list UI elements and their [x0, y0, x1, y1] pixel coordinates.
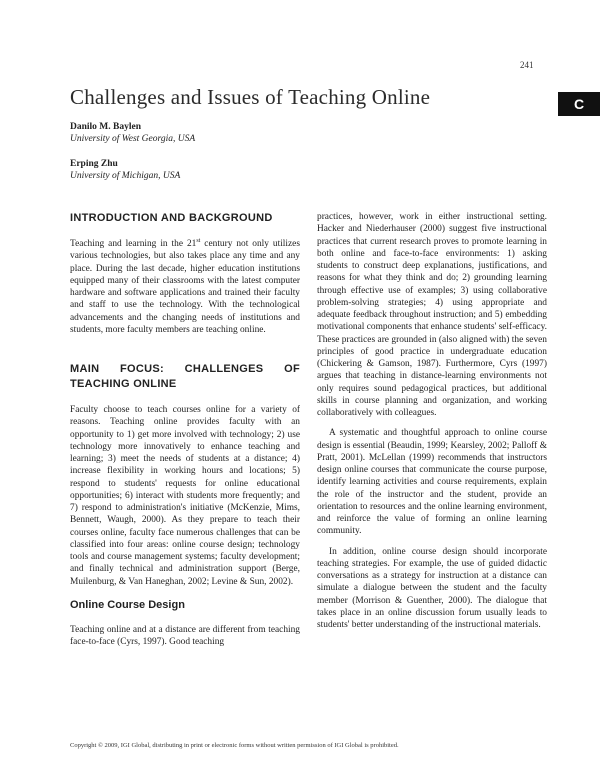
main-focus-heading: MAIN FOCUS: CHALLENGES OF TEACHING ONLINE [70, 363, 300, 390]
intro-heading: INTRODUCTION AND BACKGROUND [70, 212, 273, 224]
author-affiliation: University of West Georgia, USA [70, 134, 196, 144]
author-block [70, 121, 195, 145]
left-column [70, 211, 300, 656]
intro-paragraph: Teaching and learning in the 21st century not only utilizes various technologies, but also takes place any time and any place. During the last decade, higher education institutions equipped many of their classrooms with the latest computer hardware and software applications and trained their faculty and staff to use the technology. With the technological advancements and the changing needs of institutions and students, more faculty members are teaching online. [70, 237, 300, 335]
author-affiliation: University of Michigan, USA [70, 171, 181, 181]
author-name: Erping Zhu [70, 159, 118, 169]
body-paragraph: A systematic and thoughtful approach to online course design is essential (Beaudin, 1999; Kearsley, 2002; Palloff & Pratt, 2001). McLellan (1999) recommends that instructors design online courses that communicate the course purpose, identify learning activities and course requirements, explain the role of the instructor and the student, provide an orientation to resources and the online learning environment, and reinforce the value of forming an online learning community. [317, 428, 547, 537]
copyright-footer: Copyright © 2009, IGI Global, distributing in print or electronic forms without written permission of IGI Global is prohibited. [70, 742, 399, 749]
body-paragraph: In addition, online course design should incorporate teaching strategies. For example, the use of guided didactic conversations as a strategy for instruction at a distance can simulate a dialogue between the student and the faculty member (Morrison & Guenther, 2000). The dialogue that takes place in an online discussion forum usually leads to students' better understanding of the instructional materials. [317, 546, 547, 630]
author-block [70, 158, 180, 182]
page-title: Challenges and Issues of Teaching Online [70, 85, 431, 109]
body-paragraph: practices, however, work in either instructional setting. Hacker and Niederhauser (2000) suggest five instructional practices that current research proves to promote learning in both online and face-to-face environments: 1) asking students to construct deep explanations, justifications, and reasons for what they think and do; 2) grounding learning through effective use of examples; 3) using collaborative problem-solving strategies; 4) using appropriate and adequate feedback throughout instruction; and 5) embedding motivational components that enhance students' self-efficacy. These practices are grounded in (also aligned with) the seven principles of good practice in undergraduate education (Chickering & Gamson, 1987). Furthermore, Cyrs (1997) argues that teaching in distance-learning environments not only requires sound pedagogical practices, but additional skills in course planning and organization, and working collaboratively with colleagues. [317, 212, 547, 418]
online-design-paragraph: Teaching online and at a distance are different from teaching face-to-face (Cyrs, 1997). Good teaching [70, 624, 300, 647]
right-column [317, 211, 547, 639]
online-design-heading: Online Course Design [70, 598, 185, 611]
section-tab: C [558, 92, 600, 116]
author-name: Danilo M. Baylen [70, 122, 141, 132]
page-number: 241 [520, 60, 534, 70]
main-focus-paragraph: Faculty choose to teach courses online for a variety of reasons. Teaching online provides faculty with an opportunity to 1) get more involved with technology; 2) use technology more innovatively to enhance teaching and learning; 3) meet the needs of students at a distance; 4) increase flexibility in working hours and locations; 5) respond to students' requests for online educational opportunities; 6) interact with students more frequently; and 7) respond to administration's initiative (McKenzie, Mims, Bennett, Waugh, 2000). As they prepare to teach their courses online, faculty face numerous challenges that can be classified into four areas: online course design; technology tools and course management systems; faculty development; and finally technical and administration support (Berge, Muilenburg, & Van Haneghan, 2002; Levine & Sun, 2002). [70, 405, 300, 587]
